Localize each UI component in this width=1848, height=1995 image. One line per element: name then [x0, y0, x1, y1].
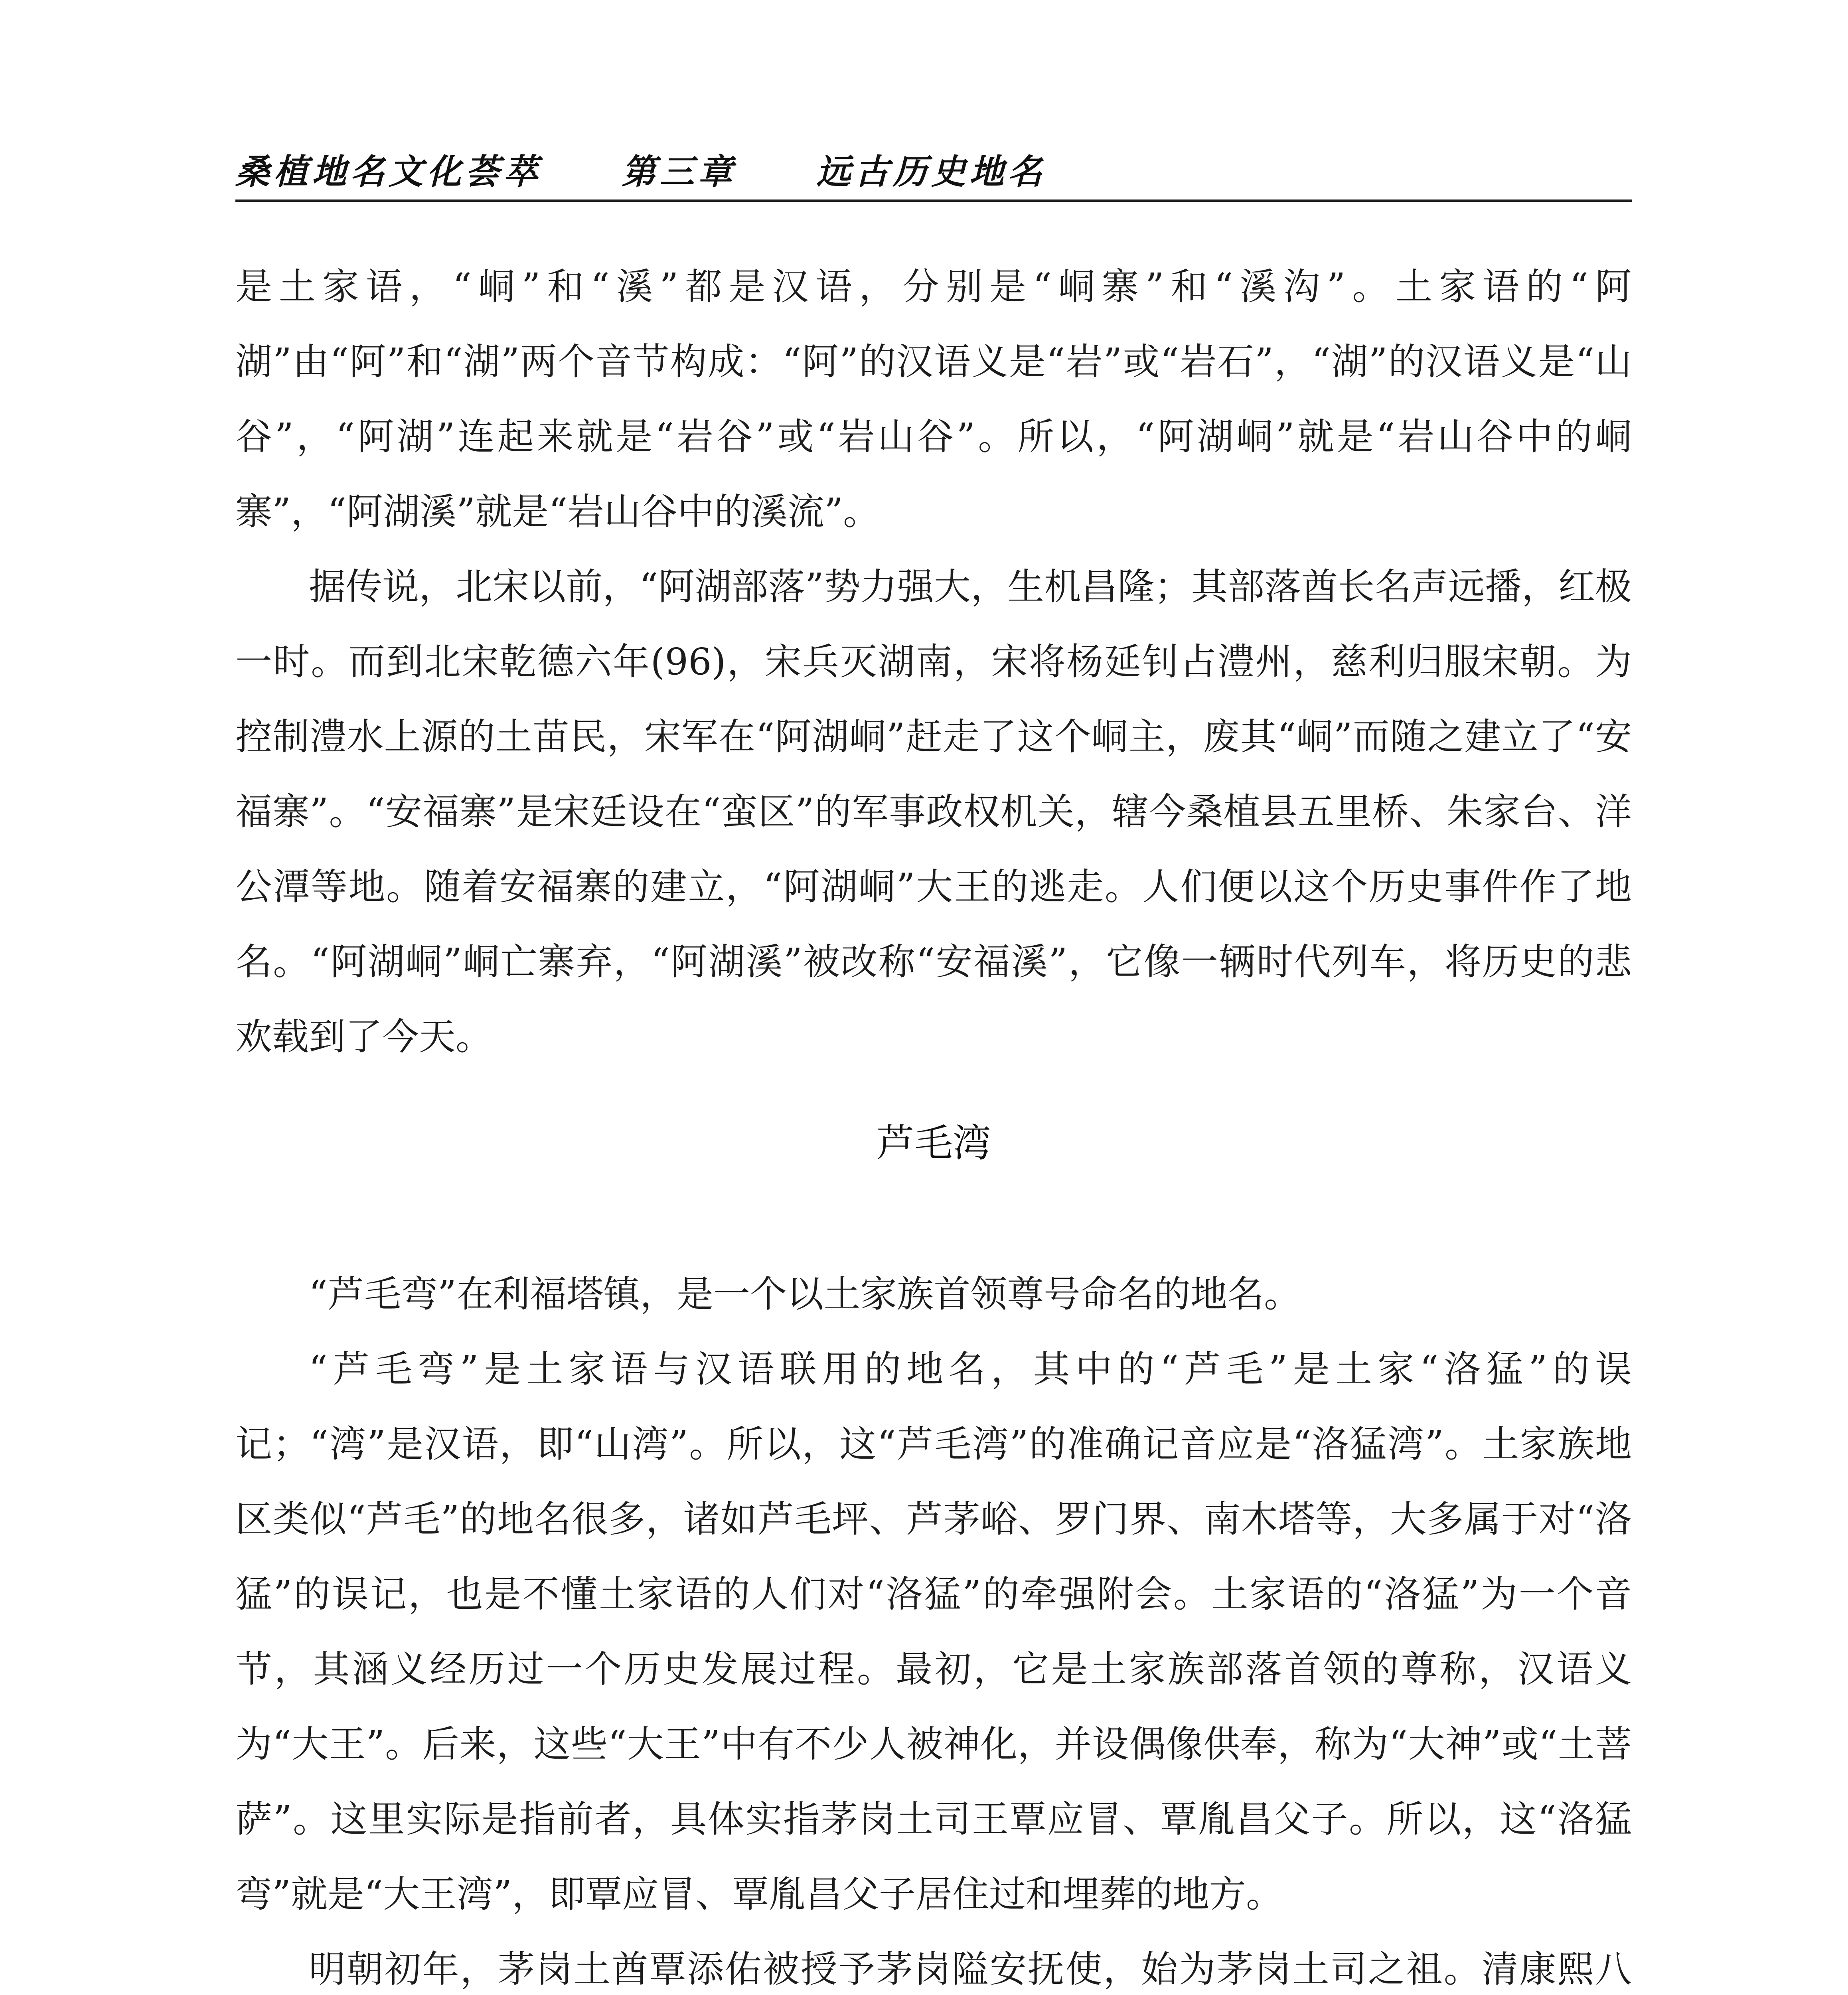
- section-paragraph: “芦毛弯”在利福塔镇，是一个以土家族首领尊号命名的地名。: [309, 1273, 1301, 1316]
- running-header: [235, 146, 1632, 194]
- header-rule: [235, 200, 1632, 202]
- paragraph: 据传说，北宋以前，“阿湖部落”势力强大，生机昌隆；其部落酋长名声远播，红极一时。而到北宋乾德六年(96)，宋兵灭湖南，宋将杨延钊占澧州，慈利归服宋朝。为控制澧水上源的土苗民，宋军在“阿湖峒”赶走了这个峒主，废其“峒”而随之建立了“安福寨”。“安福寨”是宋廷设在“蛮区”的军事政权机关，辖今桑植县五里桥、朱家台、洋公潭等地。随着安福寨的建立，“阿湖峒”大王的逃走。人们便以这个历史事件作了地名。“阿湖峒”峒亡寨弃，“阿湖溪”被改称“安福溪”，它像一辆时代列车，将历史的悲欢载到了今天。: [235, 565, 1632, 1058]
- section-paragraph: 明朝初年，茅岗土酋覃添佑被授予茅岗隘安抚使，始为茅岗土司之祖。清康熙八: [309, 1948, 1632, 1991]
- chapter-number: 第三章: [622, 152, 736, 192]
- chapter-title: 远古历史地名: [816, 152, 1046, 192]
- paragraph-continued: 是土家语，“峒”和“溪”都是汉语，分别是“峒寨”和“溪沟”。土家语的“阿湖”由“阿”和“湖”两个音节构成：“阿”的汉语义是“岩”或“岩石”，“湖”的汉语义是“山谷”，“阿湖”连起来就是“岩谷”或“岩山谷”。所以，“阿湖峒”就是“岩山谷中的峒寨”，“阿湖溪”就是“岩山谷中的溪流”。: [235, 265, 1632, 533]
- section-title: 芦毛湾: [876, 1121, 991, 1165]
- section-paragraph: “芦毛弯”是土家语与汉语联用的地名，其中的“芦毛”是土家“洛猛”的误记；“湾”是汉语，即“山湾”。所以，这“芦毛湾”的准确记音应是“洛猛湾”。土家族地区类似“芦毛”的地名很多，诸如芦毛坪、芦茅峪、罗门界、南木塔等，大多属于对“洛猛”的误记，也是不懂土家语的人们对“洛猛”的牵强附会。土家语的“洛猛”为一个音节，其涵义经历过一个历史发展过程。最初，它是土家族部落首领的尊称，汉语义为“大王”。后来，这些“大王”中有不少人被神化，并设偶像供奉，称为“大神”或“土菩萨”。这里实际是指前者，具体实指茅岗土司王覃应冒、覃胤昌父子。所以，这“洛猛弯”就是“大王湾”，即覃应冒、覃胤昌父子居住过和埋葬的地方。: [235, 1348, 1632, 1916]
- book-title: 桑植地名文化荟萃: [235, 152, 542, 192]
